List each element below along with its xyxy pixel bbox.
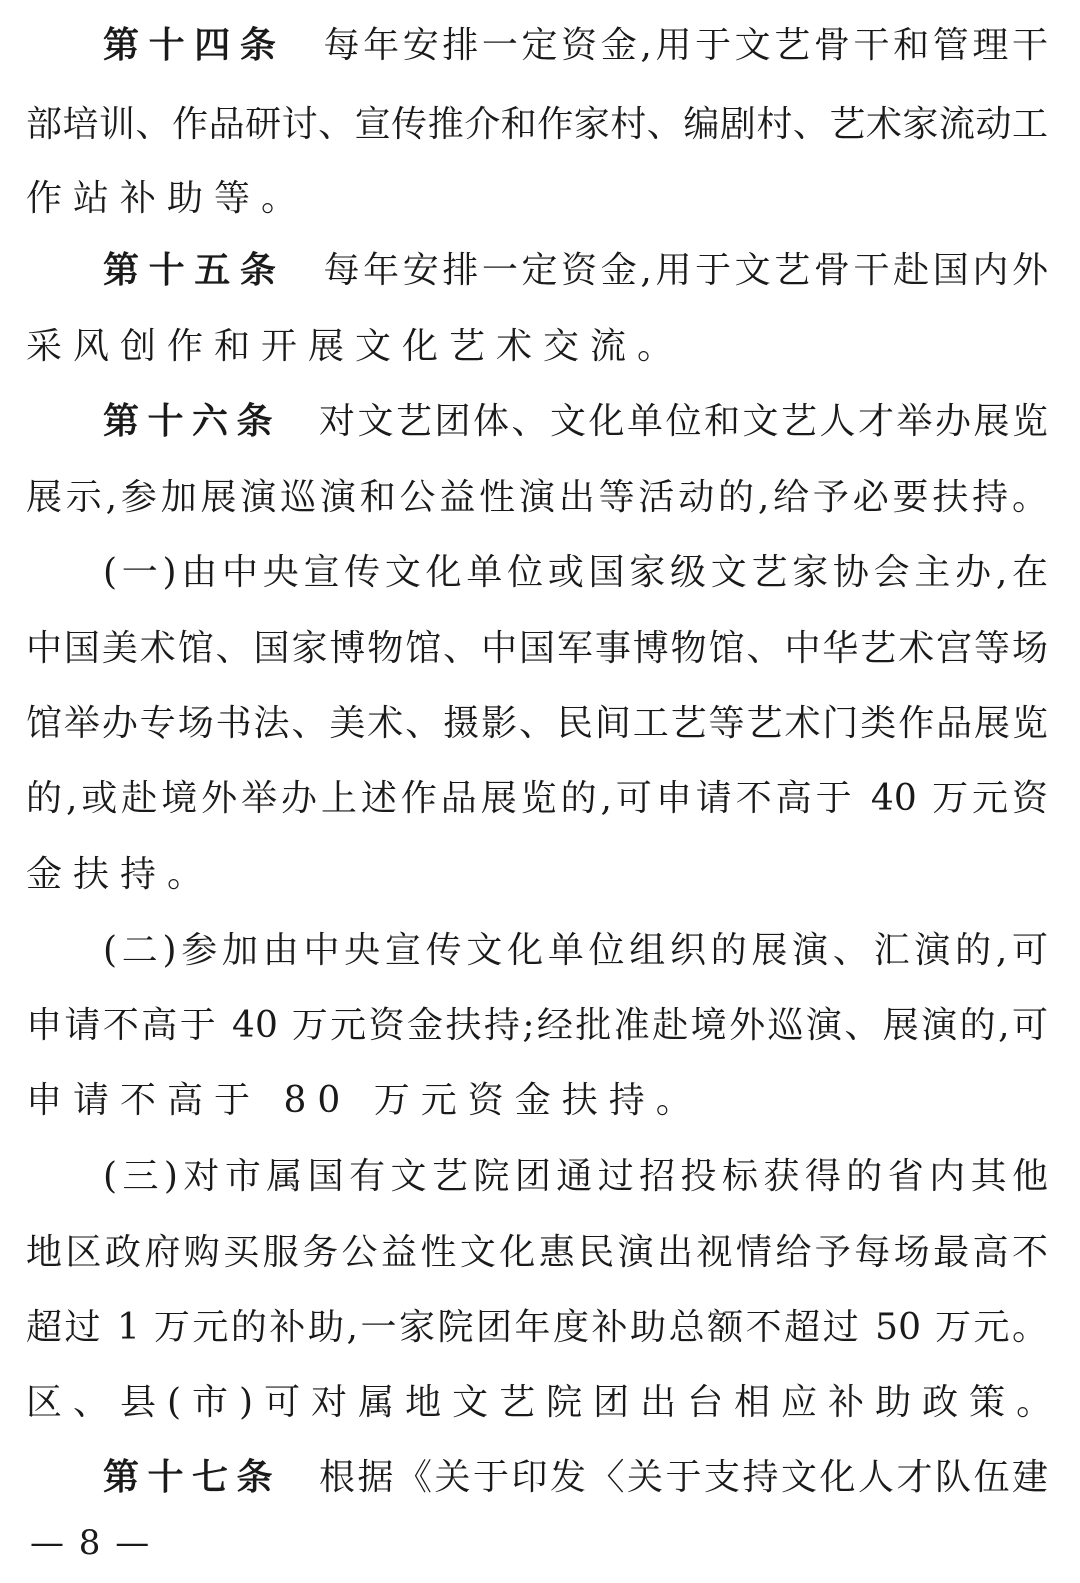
article-17-text: 根据《关于印发〈关于支持文化人才队伍建 xyxy=(319,1457,1048,1498)
article-17-label: 第十七条 xyxy=(103,1457,281,1498)
article-14-line-1 xyxy=(103,7,1048,85)
article-16-text: 对文艺团体、文化单位和文艺人才举办展览 xyxy=(319,401,1048,442)
article-15-label: 第十五条 xyxy=(103,250,286,291)
article-14-label: 第十四条 xyxy=(103,25,286,66)
item-3-line-3: 超过 1 万元的补助,一家院团年度补助总额不超过 50 万元。 xyxy=(26,1307,1048,1348)
article-14-line-2: 部培训、作品研讨、宣传推介和作家村、编剧村、艺术家流动工 xyxy=(26,104,1048,145)
page-number: — 8 — xyxy=(30,1523,152,1563)
article-14-text: 每年安排一定资金,用于文艺骨干和管理干 xyxy=(323,25,1048,66)
item-3-line-2: 地区政府购买服务公益性文化惠民演出视情给予每场最高不 xyxy=(26,1232,1048,1273)
item-2-line-2: 申请不高于 40 万元资金扶持;经批准赴境外巡演、展演的,可 xyxy=(26,1005,1048,1046)
article-15-text: 每年安排一定资金,用于文艺骨干赴国内外 xyxy=(323,250,1048,291)
article-16-line-2: 展示,参加展演巡演和公益性演出等活动的,给予必要扶持。 xyxy=(26,477,1048,518)
article-15-line-2: 采风创作和开展文化艺术交流。 xyxy=(26,326,685,367)
item-1-line-2: 中国美术馆、国家博物馆、中国军事博物馆、中华艺术宫等场 xyxy=(26,628,1048,669)
item-2-line-3: 申请不高于 80 万元资金扶持。 xyxy=(26,1080,703,1121)
article-16-label: 第十六条 xyxy=(103,401,281,442)
item-1-line-4: 的,或赴境外举办上述作品展览的,可申请不高于 40 万元资 xyxy=(26,778,1048,819)
item-1-line-5: 金扶持。 xyxy=(26,854,215,895)
item-3-line-1: (三)对市属国有文艺院团通过招投标获得的省内其他 xyxy=(103,1156,1048,1197)
item-2-line-1: (二)参加由中央宣传文化单位组织的展演、汇演的,可 xyxy=(103,930,1048,971)
article-16-line-1 xyxy=(103,383,1048,461)
article-15-line-1 xyxy=(103,232,1048,310)
item-3-line-4: 区、县(市)可对属地文艺院团出台相应补助政策。 xyxy=(26,1382,1064,1423)
item-1-line-1: (一)由中央宣传文化单位或国家级文艺家协会主办,在 xyxy=(103,552,1048,593)
article-17-line-1 xyxy=(103,1439,1048,1517)
article-14-line-3: 作站补助等。 xyxy=(26,178,309,219)
item-1-line-3: 馆举办专场书法、美术、摄影、民间工艺等艺术门类作品展览 xyxy=(26,703,1048,744)
